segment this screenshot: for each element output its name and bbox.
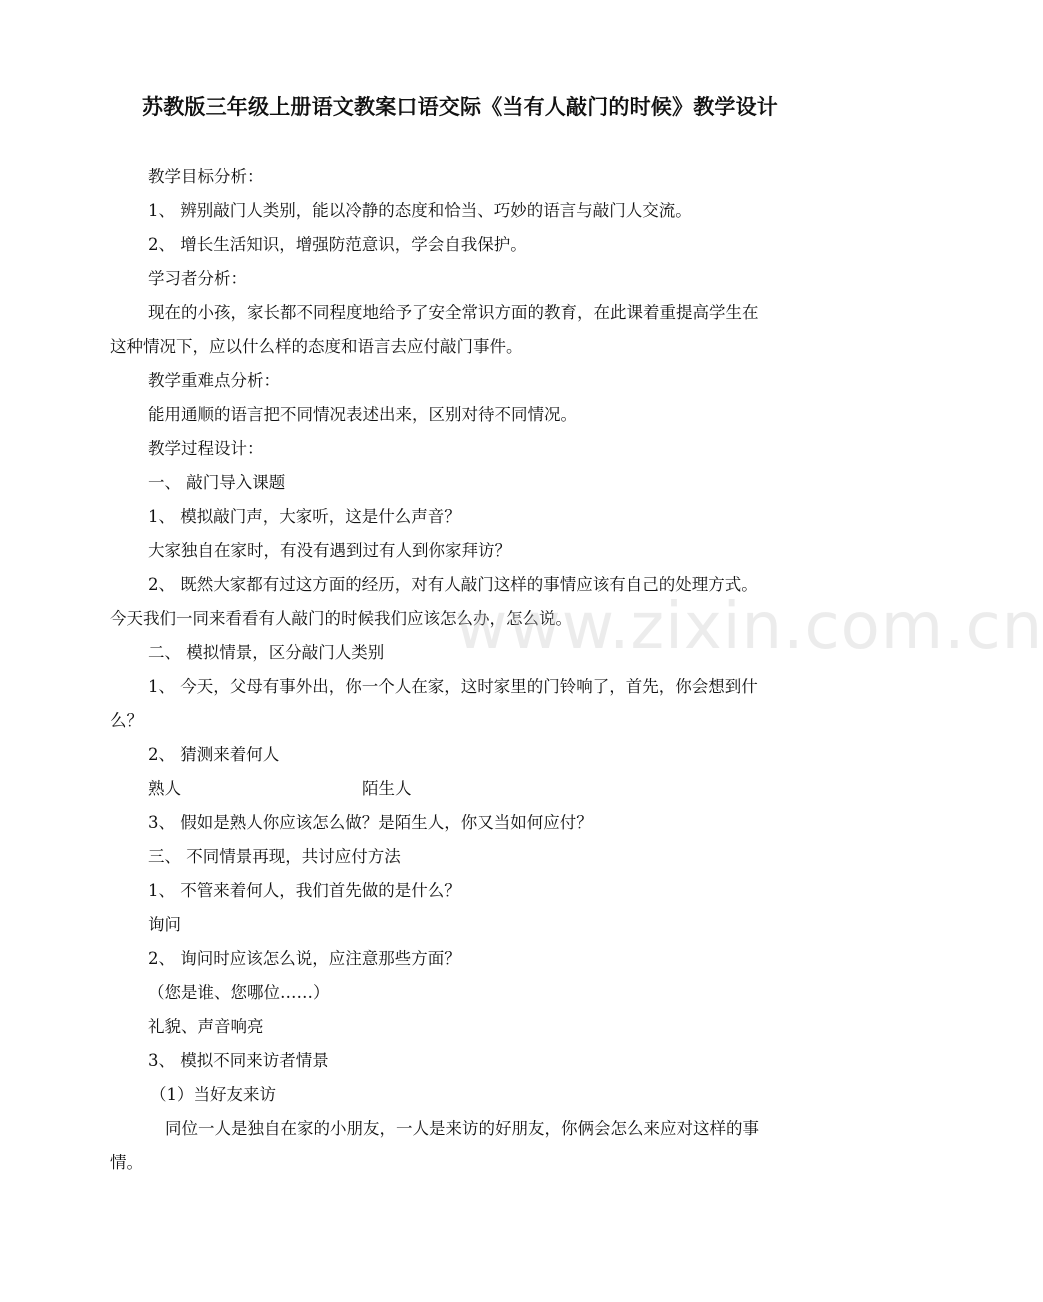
text-line: 大家独自在家时，有没有遇到过有人到你家拜访？ [148,541,511,560]
text-line: 二、 模拟情景，区分敲门人类别 [148,643,385,662]
text-line: 礼貌、声音响亮 [148,1017,264,1036]
text-line: 情。 [110,1153,143,1172]
text-line: 熟人 [148,779,181,798]
text-line: 陌生人 [362,779,412,798]
text-line: 教学重难点分析： [148,371,280,390]
text-line: 同位一人是独自在家的小朋友，一人是来访的好朋友，你俩会怎么来应对这样的事 [165,1119,759,1138]
text-line: 1、 辨别敲门人类别，能以冷静的态度和恰当、巧妙的语言与敲门人交流。 [148,201,692,220]
document-title: 苏教版三年级上册语文教案口语交际《当有人敲门的时候》教学设计 [142,95,778,119]
text-line: 么？ [110,711,143,730]
text-line: 今天我们一同来看看有人敲门的时候我们应该怎么办，怎么说。 [110,609,572,628]
text-line: （1）当好友来访 [150,1085,276,1104]
text-line: 能用通顺的语言把不同情况表述出来，区别对待不同情况。 [148,405,577,424]
text-line: 1、 模拟敲门声，大家听，这是什么声音？ [148,507,461,526]
text-line: （您是谁、您哪位……） [148,983,330,1002]
text-line: 询问 [148,915,181,934]
text-line: 一、 敲门导入课题 [148,473,286,492]
text-line: 这种情况下，应以什么样的态度和语言去应付敲门事件。 [110,337,523,356]
text-line: 1、 不管来着何人，我们首先做的是什么？ [148,881,461,900]
text-line: 教学过程设计： [148,439,264,458]
text-line: 2、 询问时应该怎么说，应注意那些方面？ [148,949,461,968]
text-line: 2、 既然大家都有过这方面的经历，对有人敲门这样的事情应该有自己的处理方式。 [148,575,758,594]
text-line: 现在的小孩，家长都不同程度地给予了安全常识方面的教育，在此课着重提高学生在 [148,303,759,322]
text-line: 2、 猜测来着何人 [148,745,280,764]
text-line: 学习者分析： [148,269,247,288]
text-line: 三、 不同情景再现，共讨应付方法 [148,847,401,866]
text-line: 3、 模拟不同来访者情景 [148,1051,329,1070]
text-line: 2、 增长生活知识，增强防范意识，学会自我保护。 [148,235,527,254]
watermark-logo: www.zixin.com.cn [455,590,1043,664]
text-line: 1、 今天，父母有事外出，你一个人在家，这时家里的门铃响了，首先，你会想到什 [148,677,758,696]
text-line: 3、 假如是熟人你应该怎么做？是陌生人，你又当如何应付？ [148,813,593,832]
text-line: 教学目标分析： [148,167,264,186]
